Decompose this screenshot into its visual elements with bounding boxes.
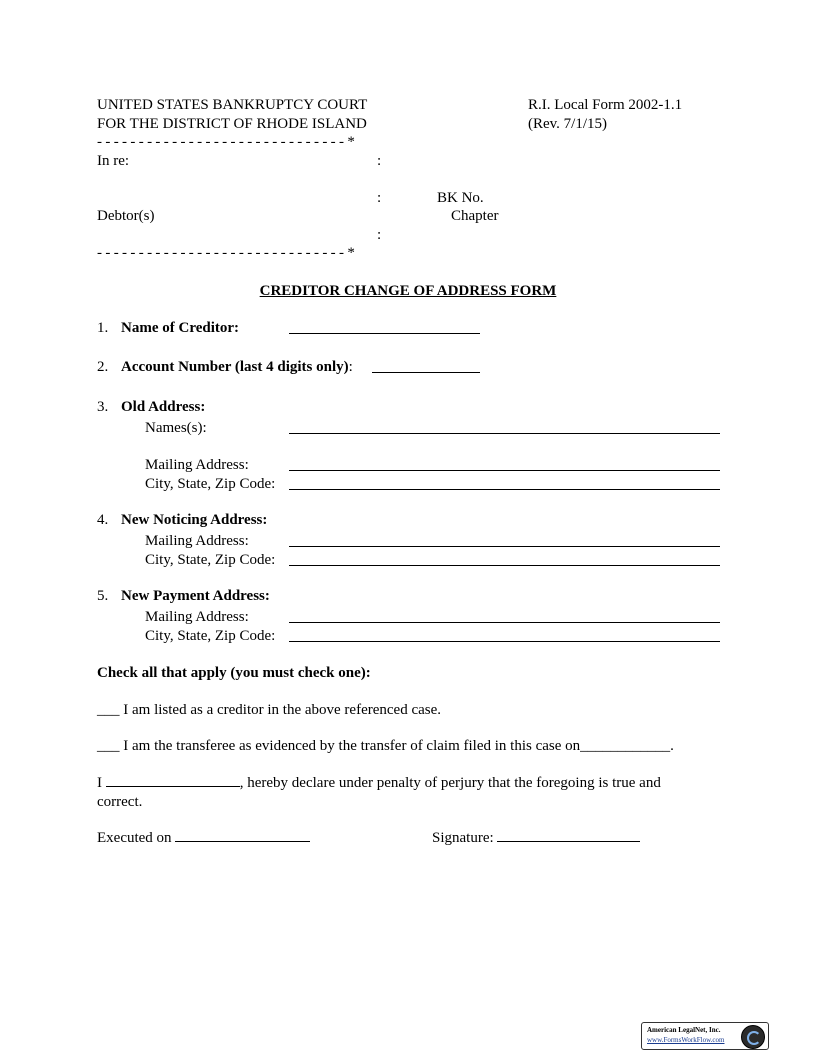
new-payment-address-label: New Payment Address:: [121, 588, 270, 604]
declaration-line: [97, 774, 661, 792]
payment-mailing-address-label: Mailing Address:: [145, 609, 249, 625]
in-re-label: In re:: [97, 153, 130, 169]
checkbox-blank[interactable]: ___: [97, 702, 120, 718]
declaration-text: , hereby declare under penalty of perjury that the foregoing is true and: [239, 775, 661, 791]
declaration-prefix: I: [97, 775, 102, 791]
check-option-listed-creditor: [97, 701, 441, 719]
debtor-label: Debtor(s): [97, 208, 155, 224]
executed-on-label: Executed on: [97, 830, 172, 846]
noticing-city-state-zip-label: City, State, Zip Code:: [145, 552, 276, 568]
old-mailing-address-label: Mailing Address:: [145, 457, 249, 473]
item-number: 5.: [97, 588, 109, 604]
check-option-transferee: [97, 737, 674, 755]
caption-dash-line-top: - - - - - - - - - - - - - - - - - - - - - - - - - - - - - - *: [97, 134, 355, 150]
account-number-label: Account Number (last 4 digits only): [121, 359, 349, 375]
new-noticing-address-label: New Noticing Address:: [121, 512, 268, 528]
option-transferee-text: I am the transferee as evidenced by the transfer of claim filed in this case on: [123, 738, 581, 754]
chapter-label: Chapter: [451, 208, 499, 224]
declaration-text-continued: correct.: [97, 794, 143, 810]
old-city-state-zip-field[interactable]: [289, 489, 720, 490]
executed-on-date-field[interactable]: [175, 829, 310, 842]
old-address-label: Old Address:: [121, 399, 206, 415]
creditor-name-field[interactable]: [289, 333, 480, 334]
signature-label: Signature:: [432, 830, 494, 846]
footer-logo: [641, 1022, 769, 1050]
payment-city-state-zip-field[interactable]: [289, 641, 720, 642]
logo-website-link[interactable]: www.FormsWorkFlow.com: [647, 1036, 725, 1044]
old-mailing-address-field[interactable]: [289, 470, 720, 471]
court-name-line1: UNITED STATES BANKRUPTCY COURT: [97, 97, 368, 113]
payment-mailing-address-field[interactable]: [289, 622, 720, 623]
executed-on-line: [97, 829, 310, 847]
form-number: R.I. Local Form 2002-1.1: [528, 97, 683, 113]
item-number: 3.: [97, 399, 109, 415]
caption-colon: :: [377, 227, 382, 243]
logo-seal-icon: [741, 1025, 765, 1049]
account-number-field[interactable]: [372, 372, 480, 373]
check-heading: Check all that apply (you must check one):: [97, 665, 371, 681]
checkbox-blank[interactable]: ___: [97, 738, 120, 754]
old-city-state-zip-label: City, State, Zip Code:: [145, 476, 276, 492]
caption-colon: :: [377, 153, 382, 169]
transfer-date-field[interactable]: ____________.: [580, 738, 674, 754]
logo-company-name: American LegalNet, Inc.: [647, 1026, 721, 1034]
form-title: CREDITOR CHANGE OF ADDRESS FORM: [259, 283, 557, 299]
caption-dash-line-bottom: - - - - - - - - - - - - - - - - - - - - - - - - - - - - - - *: [97, 245, 355, 261]
signature-field[interactable]: [497, 829, 640, 842]
item-number: 4.: [97, 512, 109, 528]
names-label: Names(s):: [145, 420, 207, 436]
form-revision: (Rev. 7/1/15): [528, 116, 608, 132]
item-number: 2.: [97, 359, 109, 375]
item-number: 1.: [97, 320, 109, 336]
signature-line: [432, 829, 640, 847]
caption-colon: :: [377, 190, 382, 206]
noticing-mailing-address-field[interactable]: [289, 546, 720, 547]
noticing-city-state-zip-field[interactable]: [289, 565, 720, 566]
option-listed-creditor-text: I am listed as a creditor in the above referenced case.: [123, 702, 442, 718]
bk-number-label: BK No.: [437, 190, 484, 206]
creditor-name-label: Name of Creditor:: [121, 320, 240, 336]
noticing-mailing-address-label: Mailing Address:: [145, 533, 249, 549]
payment-city-state-zip-label: City, State, Zip Code:: [145, 628, 276, 644]
account-number-colon: :: [348, 359, 353, 375]
declarant-name-field[interactable]: [106, 774, 240, 787]
court-name-line2: FOR THE DISTRICT OF RHODE ISLAND: [97, 116, 367, 132]
old-names-field[interactable]: [289, 433, 720, 434]
